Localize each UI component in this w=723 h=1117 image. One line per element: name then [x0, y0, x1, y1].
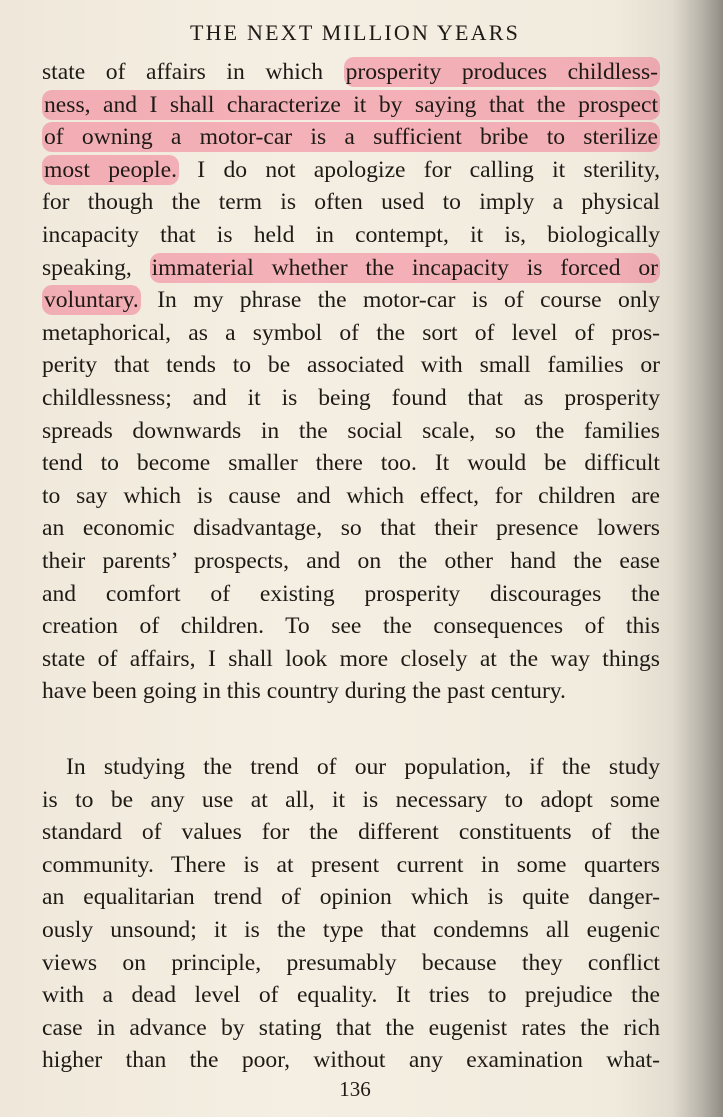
text-line — [42, 252, 660, 285]
text-line — [42, 914, 660, 947]
text-run: In my phrase the motor-car is of course only — [140, 287, 660, 314]
highlighted-text: most people. — [44, 156, 177, 183]
text-line — [42, 349, 660, 382]
text-line — [42, 512, 660, 545]
running-head: THE NEXT MILLION YEARS — [189, 20, 521, 45]
text-run: childlessness; and it is being found that as prosperity — [42, 384, 660, 411]
text-run: standard of values for the different constituents of the — [42, 819, 660, 846]
text-line — [42, 480, 660, 513]
text-run: for though the term is often used to imply a physical — [42, 189, 660, 216]
text-line — [42, 317, 660, 350]
text-run: an equalitarian trend of opinion which is quite danger- — [42, 884, 660, 911]
text-run: I do not apologize for calling it sterility, — [178, 156, 660, 183]
text-run: is to be any use at all, it is necessary to adopt some — [42, 786, 660, 813]
text-line — [42, 121, 660, 154]
text-run: In studying the trend of our population, if the study — [66, 754, 660, 780]
text-line — [42, 643, 660, 676]
text-run: an economic disadvantage, so that their presence lowers — [42, 515, 660, 542]
text-line — [42, 849, 660, 882]
text-run: community. There is at present current in some quarters — [42, 851, 660, 878]
text-run: spreads downwards in the social scale, so the families — [42, 417, 660, 444]
text-line — [42, 610, 660, 643]
highlighted-text: prosperity produces childless- — [345, 59, 658, 85]
text-run: ously unsound; it is the type that condemns all eugenic — [42, 916, 660, 943]
text-line — [42, 447, 660, 480]
text-run: speaking, — [42, 254, 150, 281]
text-line — [42, 947, 660, 980]
text-run: their parents’ prospects, and on the other hand the ease — [42, 547, 660, 574]
text-line — [42, 578, 660, 611]
text-run: tend to become smaller there too. It would be difficult — [42, 450, 660, 477]
highlighted-text: voluntary. — [44, 287, 139, 314]
text-line — [42, 675, 660, 708]
text-line — [42, 881, 660, 914]
text-line — [42, 382, 660, 415]
text-line — [42, 816, 660, 849]
text-line — [42, 284, 660, 317]
text-line — [42, 545, 660, 578]
text-line — [42, 415, 660, 448]
page-number: 136 — [339, 1077, 371, 1101]
text-line — [42, 219, 660, 252]
text-line — [42, 56, 660, 89]
highlighted-text: ness, and I shall characterize it by saying that the prospect — [44, 91, 658, 118]
text-line — [42, 186, 660, 219]
text-run: state of affairs in which — [42, 59, 344, 85]
text-run: have been going in this country during the past century. — [42, 678, 566, 705]
text-run: to say which is cause and which effect, for children are — [42, 482, 660, 509]
text-run: metaphorical, as a symbol of the sort of level of pros- — [42, 319, 660, 346]
paragraph-2 — [42, 751, 660, 1077]
text-line — [42, 154, 660, 187]
text-line — [42, 751, 660, 784]
text-line — [42, 1044, 660, 1077]
text-line — [42, 1012, 660, 1045]
text-line — [42, 784, 660, 817]
highlighted-text: of owning a motor-car is a sufficient bribe to sterilize — [44, 124, 658, 151]
text-run: incapacity that is held in contempt, it is, biologically — [42, 221, 660, 248]
text-line — [42, 979, 660, 1012]
text-run: and comfort of existing prosperity discourages the — [42, 580, 660, 607]
text-run: case in advance by stating that the eugenist rates the rich — [42, 1014, 660, 1041]
paragraph-1 — [42, 56, 660, 708]
text-run: with a dead level of equality. It tries to prejudice the — [42, 982, 660, 1009]
text-run: views on principle, presumably because they conflict — [42, 949, 660, 976]
text-run: perity that tends to be associated with small families or — [42, 352, 660, 379]
text-run: creation of children. To see the consequences of this — [42, 613, 660, 640]
text-run: higher than the poor, without any examination what- — [42, 1047, 660, 1074]
highlighted-text: immaterial whether the incapacity is forced or — [151, 254, 658, 281]
text-run: state of affairs, I shall look more closely at the way things — [42, 645, 660, 672]
text-line — [42, 89, 660, 122]
